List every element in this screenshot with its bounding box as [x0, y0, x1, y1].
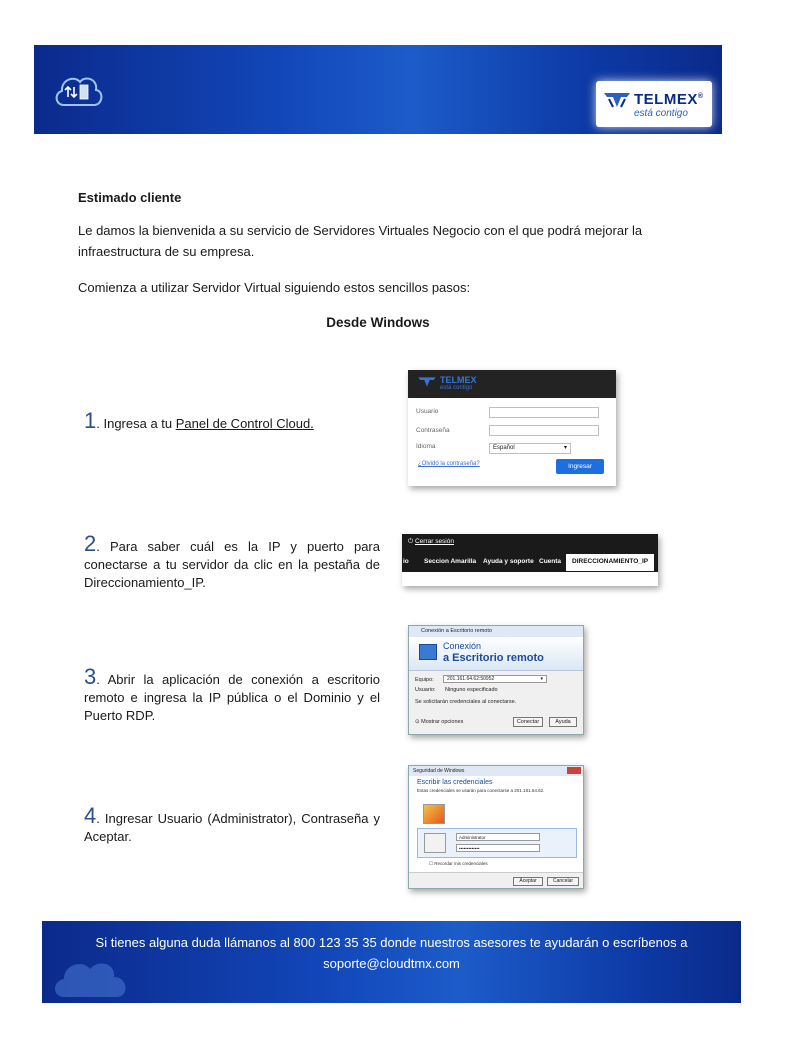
help-button[interactable]: Ayuda: [549, 717, 577, 727]
username-input[interactable]: Administrator: [456, 833, 540, 841]
password-input[interactable]: [489, 425, 599, 436]
credentials-window-title: Seguridad de Windows: [409, 766, 583, 776]
telmex-emblem-icon: [603, 91, 631, 109]
credentials-screenshot: [408, 765, 584, 889]
close-icon[interactable]: [567, 767, 581, 774]
computer-combo[interactable]: 201.161.64.62:50952 ▾: [443, 675, 547, 683]
credentials-heading: Escribir las credenciales: [417, 779, 493, 786]
telmex-logo: [596, 81, 712, 127]
tab-direccionamiento-ip[interactable]: DIRECCIONAMIENTO_IP: [566, 554, 654, 571]
control-panel-link[interactable]: Panel de Control Cloud.: [175, 416, 314, 431]
tab-seccion-amarilla[interactable]: Seccion Amarilla: [424, 558, 477, 565]
rdp-window-title: Conexión a Escritorio remoto: [409, 626, 583, 637]
footer-banner: [42, 921, 741, 1003]
step-number: 2: [84, 531, 97, 556]
step-number: 4: [84, 803, 97, 828]
login-screenshot: [408, 370, 616, 486]
telmex-brand: TELMEX®: [634, 91, 704, 108]
step-number: 3: [84, 664, 97, 689]
step-1: 1. Ingresa a tu Panel de Control Cloud.: [84, 408, 314, 433]
step-2: 2. Para saber cuál es la IP y puerto para conectarse a tu servidor da clic en la pestaña de Direccionamiento_IP.: [84, 531, 380, 590]
login-topbar: TELMEX está contigo: [408, 370, 616, 398]
header-banner: [34, 45, 722, 134]
intro-paragraph: Le damos la bienvenida a su servicio de Servidores Virtuales Negocio con el que podrá mejorar la infraestructura de su empresa.: [78, 223, 643, 259]
step-3: 3. Abrir la aplicación de conexión a escritorio remoto e ingresa la IP pública o el Dominio y el Puerto RDP.: [84, 664, 380, 723]
tab-cuenta[interactable]: Cuenta: [539, 558, 562, 565]
support-email[interactable]: soporte@cloudtmx.com: [323, 956, 460, 971]
credential-panel: [417, 828, 577, 858]
computer-label: Equipo:: [415, 677, 434, 683]
user-label: Usuario: [416, 408, 439, 415]
step-4: 4. Ingresar Usuario (Administrator), Contraseña y Aceptar.: [84, 803, 380, 844]
user-label: Usuario:: [415, 687, 436, 693]
tab-bar: [402, 554, 658, 570]
greeting: Estimado cliente: [78, 190, 182, 205]
section-title: Desde Windows: [326, 315, 430, 330]
telmex-emblem-icon: [417, 376, 437, 388]
language-label: Idioma: [416, 443, 436, 450]
tabs-screenshot: [402, 534, 658, 586]
credentials-subtext: Estas credenciales se usarán para conectarse a 201.161.64.62.: [417, 788, 545, 793]
user-input[interactable]: [489, 407, 599, 418]
rdp-screenshot: Conexión a Escritorio remoto Conexión a Escritorio remoto Equipo: 201.161.64.62:50952 ▾ Usuario: Ninguno especificado Se solicitarán credenciales al conectarse. ⊙ Mostrar opciones Conectar Ayuda: [408, 625, 584, 735]
start-paragraph: Comienza a utilizar Servidor Virtual siguiendo estos sencillos pasos:: [78, 280, 471, 295]
show-options[interactable]: ⊙ Mostrar opciones: [415, 719, 464, 725]
chevron-down-icon: ▾: [540, 676, 543, 682]
footer-text: Si tienes alguna duda llámanos al 800 123 35 35 donde nuestros asesores te ayudarán o escríbenos a soporte@cloudtmx.com: [42, 932, 741, 974]
monitor-icon: [419, 644, 437, 660]
step-number: 1: [84, 408, 97, 433]
forgot-password-link[interactable]: ¿Olvidó la contraseña?: [418, 461, 480, 467]
accept-button[interactable]: Aceptar: [513, 877, 543, 886]
user-tile-icon[interactable]: [423, 804, 445, 824]
tab-ayuda[interactable]: Ayuda y soporte: [483, 558, 534, 565]
chevron-down-icon: ▾: [563, 445, 567, 451]
password-input[interactable]: •••••••••••••: [456, 844, 540, 852]
user-value: Ninguno especificado: [445, 687, 498, 693]
cloud-server-icon: [52, 67, 104, 111]
password-label: Contraseña: [416, 427, 450, 434]
user-tile-icon: [424, 833, 446, 853]
remember-checkbox[interactable]: ☐ Recordar mis credenciales: [429, 861, 488, 866]
tab-cut[interactable]: io: [403, 558, 409, 565]
cancel-button[interactable]: Cancelar: [547, 877, 579, 886]
telmex-tagline: está contigo: [634, 108, 688, 119]
logout-link[interactable]: ⏻ Cerrar sesión: [408, 538, 454, 545]
chevron-down-icon: ⊙: [415, 719, 420, 725]
connect-button[interactable]: Conectar: [513, 717, 543, 727]
power-icon: ⏻: [408, 538, 414, 545]
credentials-note: Se solicitarán credenciales al conectarse.: [415, 699, 517, 705]
language-select[interactable]: Español ▾: [489, 443, 571, 454]
login-button[interactable]: Ingresar: [556, 459, 604, 474]
